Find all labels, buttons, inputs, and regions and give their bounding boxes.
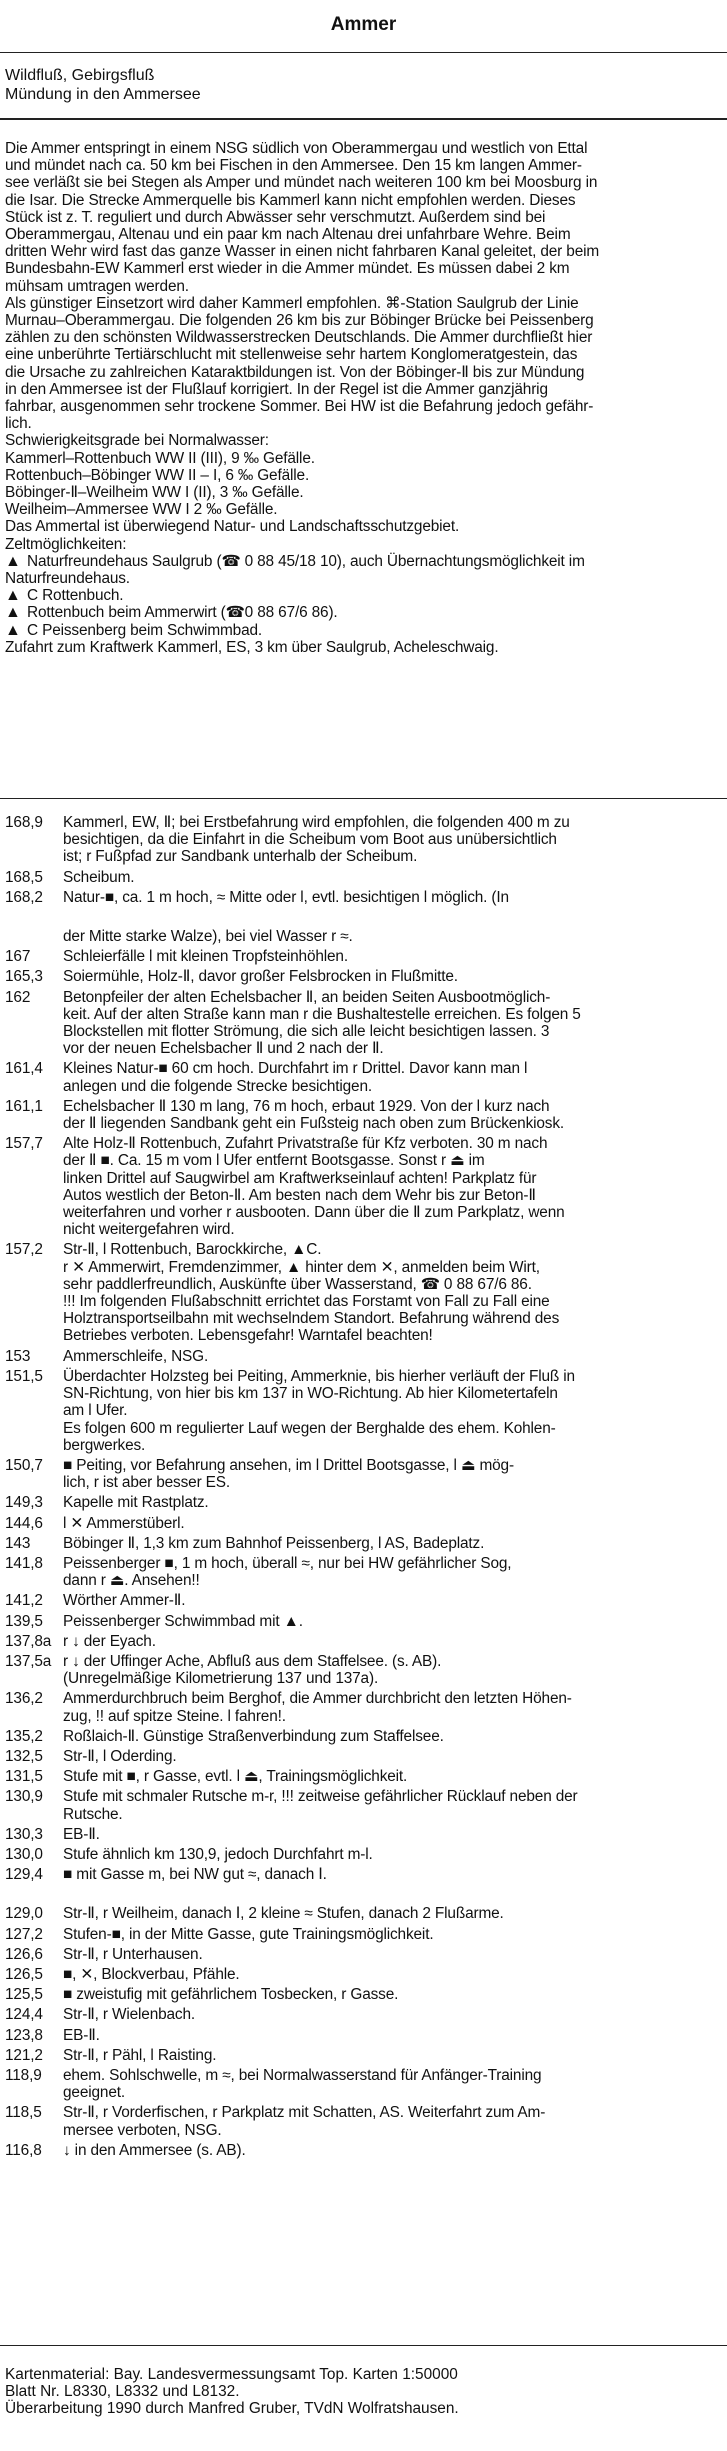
description-line: ■ Peiting, vor Befahrung ansehen, im l Drittel Bootsgasse, l ⏏ mög- <box>63 1456 514 1474</box>
km-description <box>63 2047 722 2064</box>
description-line: ■ mit Gasse m, bei NW gut ≈, danach Ⅰ. <box>63 1866 327 1884</box>
tent-icon: ▲ <box>5 587 21 605</box>
km-marker: 137,8a <box>5 1632 52 1650</box>
km-description <box>63 1348 722 1365</box>
description-line: Holztransportseilbahn mit wechselndem Standort. Befahrung während des <box>63 1310 560 1328</box>
km-entry <box>5 1788 722 1822</box>
description-line: EB-Ⅱ. <box>63 1825 100 1843</box>
description-line: mersee verboten, NSG. <box>63 2121 222 2139</box>
km-entry <box>5 1555 722 1589</box>
km-marker: 161,4 <box>5 1060 43 1078</box>
camping-item <box>5 604 720 621</box>
description-line: ■ zweistufig mit gefährlichem Tosbecken, r Gasse. <box>63 1986 399 2004</box>
description-line: ist; r Fußpfad zur Sandbank unterhalb der Scheibum. <box>63 848 418 866</box>
km-description <box>63 2142 722 2159</box>
km-entry <box>5 1866 722 1883</box>
description-line: Kammerl, EW, Ⅱ; bei Erstbefahrung wird empfohlen, die folgenden 400 m zu <box>63 814 570 831</box>
km-description <box>63 1788 722 1822</box>
km-entry <box>5 1457 722 1491</box>
difficulty-item: Böbinger-Ⅱ–Weilheim WW I (II), 3 ‰ Gefälle. <box>5 484 304 502</box>
km-marker: 118,9 <box>5 2067 42 2084</box>
description-line: Überdachter Holzsteg bei Peiting, Ammerknie, bis hierher verläuft der Fluß in <box>63 1367 575 1385</box>
description-line: r ↓ der Uffinger Ache, Abfluß aus dem Staffelsee. (s. AB). <box>63 1652 442 1670</box>
km-entry <box>5 1135 722 1238</box>
km-description <box>63 1905 722 1922</box>
description-line: ■, ✕, Blockverbau, Pfähle. <box>63 1965 240 1983</box>
km-entry <box>5 869 722 886</box>
km-entry <box>5 1946 722 1963</box>
km-marker: 153 <box>5 1347 31 1365</box>
km-entry <box>5 1633 722 1650</box>
text-line: die Ursache zu zahlreichen Kataraktbildungen ist. Von der Böbinger-Ⅱ bis zur Mündung <box>5 363 585 381</box>
tent-icon: ▲ <box>5 621 21 639</box>
description-line: Stufe mit ■, r Gasse, evtl. l ⏏, Trainingsmöglichkeit. <box>63 1768 408 1786</box>
description-line: Kleines Natur-■ 60 cm hoch. Durchfahrt im r Drittel. Davor kann man l <box>63 1060 528 1078</box>
camping-label: Zeltmöglichkeiten: <box>5 535 127 553</box>
camping-text: C Peissenberg beim Schwimmbad. <box>27 621 263 639</box>
section-divider <box>0 798 727 799</box>
difficulty-item: Rottenbuch–Böbinger WW II – I, 6 ‰ Gefälle. <box>5 466 310 484</box>
description-line: vor der neuen Echelsbacher Ⅱ und 2 nach der Ⅱ. <box>63 1040 384 1058</box>
access-note: Zufahrt zum Kraftwerk Kammerl, ES, 3 km über Saulgrub, Acheleschwaig. <box>5 638 499 656</box>
km-entry <box>5 1748 722 1765</box>
description-line: ehem. Sohlschwelle, m ≈, bei Normalwasserstand für Anfänger-Training <box>63 2067 542 2084</box>
km-marker: 161,1 <box>5 1097 43 1115</box>
km-marker: 126,5 <box>5 1965 43 1983</box>
description-line: Stufe mit schmaler Rutsche m-r, !!! zeitweise gefährlicher Rücklauf neben der <box>63 1788 578 1806</box>
description-line: Str-Ⅱ, r Wielenbach. <box>63 2006 196 2024</box>
km-marker: 143 <box>5 1534 31 1552</box>
description-line: Echelsbacher Ⅱ 130 m lang, 76 m hoch, erbaut 1929. Von der l kurz nach <box>63 1097 550 1115</box>
km-marker: 121,2 <box>5 2046 43 2064</box>
description-line: Str-Ⅱ, r Unterhausen. <box>63 1945 203 1963</box>
description-line: !!! Im folgenden Flußabschnitt errichtet das Forstamt von Fall zu Fall eine <box>63 1293 550 1311</box>
km-description <box>63 1555 722 1589</box>
km-entry <box>5 968 722 985</box>
camping-list <box>5 553 720 639</box>
text-line: und mündet nach ca. 50 km bei Fischen in den Ammersee. Den 15 km langen Ammer- <box>5 157 582 175</box>
km-description <box>63 869 722 886</box>
description-line: Betriebes verboten. Lebensgefahr! Warntafel beachten! <box>63 1327 433 1345</box>
description-line: am l Ufer. <box>63 1402 128 1420</box>
km-marker <box>5 928 63 945</box>
description-line: ↓ in den Ammersee (s. AB). <box>63 2141 246 2159</box>
km-description <box>63 1098 722 1132</box>
km-marker: 136,2 <box>5 1690 43 1708</box>
tent-icon: ▲ <box>5 552 21 570</box>
description-line: Str-Ⅱ, r Weilheim, danach Ⅰ, 2 kleine ≈ Stufen, danach 2 Flußarme. <box>63 1905 504 1923</box>
km-marker: 135,2 <box>5 1727 43 1745</box>
km-entry <box>5 1905 722 1922</box>
description-line: r ↓ der Eyach. <box>63 1632 156 1650</box>
km-description <box>63 1613 722 1630</box>
text-line: zählen zu den schönsten Wildwasserstrecken Deutschlands. Die Ammer durchfließt hier <box>5 329 593 347</box>
subtitle-divider <box>0 118 727 120</box>
km-description <box>63 1826 722 1843</box>
km-description <box>63 1494 722 1511</box>
intro-paragraph-1 <box>5 140 720 295</box>
description-line: Peissenberger ■, 1 m hoch, überall ≈, nur bei HW gefährlicher Sog, <box>63 1554 512 1572</box>
intro-paragraph-2 <box>5 295 720 433</box>
difficulty-item: Kammerl–Rottenbuch WW II (III), 9 ‰ Gefälle. <box>5 449 315 467</box>
km-marker: 129,4 <box>5 1866 43 1884</box>
km-entry <box>5 1690 722 1724</box>
river-type: Wildfluß, Gebirgsfluß <box>5 67 155 84</box>
description-line: Blockstellen mit flotter Strömung, die sich alle leicht besichtigen lassen. 3 <box>63 1023 550 1041</box>
km-entry <box>5 1494 722 1511</box>
km-description <box>63 1866 722 1883</box>
km-marker: 116,8 <box>5 2141 42 2159</box>
km-description <box>63 1535 722 1552</box>
km-marker: 129,0 <box>5 1905 43 1923</box>
km-marker: 124,4 <box>5 2006 43 2024</box>
km-entry <box>5 1241 722 1344</box>
km-description <box>63 948 722 965</box>
km-description <box>63 1515 722 1532</box>
km-entry <box>5 989 722 1058</box>
description-line: (Unregelmäßige Kilometrierung 137 und 137a). <box>63 1670 379 1688</box>
km-marker: 141,2 <box>5 1592 43 1610</box>
difficulty-label: Schwierigkeitsgrade bei Normalwasser: <box>5 432 269 450</box>
description-line: EB-Ⅱ. <box>63 2026 100 2044</box>
description-line: r ✕ Ammerwirt, Fremdenzimmer, ▲ hinter dem ✕, anmelden beim Wirt, <box>63 1258 540 1276</box>
text-line: dritten Wehr wird fast das ganze Wasser in einen nicht fahrbaren Kanal geleitet, der beim <box>5 243 600 261</box>
description-line: SN-Richtung, von hier bis km 137 in WO-Richtung. Ab hier Kilometertafeln <box>63 1385 558 1403</box>
km-marker: 141,8 <box>5 1554 43 1572</box>
km-entry <box>5 2027 722 2044</box>
km-description <box>63 1060 722 1094</box>
header-divider <box>0 52 727 53</box>
revision-note: Überarbeitung 1990 durch Manfred Gruber, TVdN Wolfratshausen. <box>5 2400 459 2418</box>
km-entry <box>5 2006 722 2023</box>
km-marker: 157,2 <box>5 1241 43 1259</box>
text-line: eine unberührte Tertiärschlucht mit stellenweise sehr hartem Konglomeratgestein, das <box>5 346 578 364</box>
description-line: Schleierfälle l mit kleinen Tropfsteinhöhlen. <box>63 948 348 966</box>
river-mouth: Mündung in den Ammersee <box>5 86 201 103</box>
km-entry <box>5 1613 722 1630</box>
description-line: Rutsche. <box>63 1805 123 1823</box>
km-entry <box>5 814 722 866</box>
km-log <box>5 814 722 2162</box>
km-entry <box>5 1926 722 1943</box>
km-marker: 144,6 <box>5 1514 43 1532</box>
text-line: Bundesbahn-EW Kammerl erst wieder in die Ammer mündet. Es müssen dabei 2 km <box>5 260 570 278</box>
km-entry <box>5 1728 722 1745</box>
description-line: nicht weitergefahren wird. <box>63 1221 235 1239</box>
description-line: Stufen-■, in der Mitte Gasse, gute Trainingsmöglichkeit. <box>63 1925 434 1943</box>
km-entry <box>5 1368 722 1454</box>
text-line: fahrbar, ausgenommen sehr trockene Sommer. Bei HW ist die Befahrung jedoch gefähr- <box>5 398 594 416</box>
km-marker: 130,3 <box>5 1825 43 1843</box>
km-entry <box>5 1966 722 1983</box>
km-marker: 157,7 <box>5 1135 43 1153</box>
description-line: Roßlaich-Ⅱ. Günstige Straßenverbindung zum Staffelsee. <box>63 1727 444 1745</box>
description-line: Stufe ähnlich km 130,9, jedoch Durchfahrt m-l. <box>63 1845 373 1863</box>
description-line: der Mitte starke Walze), bei viel Wasser r ≈. <box>63 928 353 946</box>
km-marker: 167 <box>5 948 31 966</box>
km-marker: 150,7 <box>5 1456 43 1474</box>
km-description <box>63 1946 722 1963</box>
km-description <box>63 928 722 945</box>
description-line: Ammerschleife, NSG. <box>63 1347 209 1365</box>
km-entry <box>5 948 722 965</box>
km-entry <box>5 928 722 945</box>
km-entry <box>5 2047 722 2064</box>
km-entry <box>5 2142 722 2159</box>
km-description <box>63 1768 722 1785</box>
description-line: bergwerkes. <box>63 1436 146 1454</box>
text-line: in den Ammersee ist der Flußlauf korrigiert. In der Regel ist die Ammer ganzjährig <box>5 380 548 398</box>
description-line: Scheibum. <box>63 868 135 886</box>
km-marker: 130,9 <box>5 1788 43 1806</box>
description-line: Soiermühle, Holz-Ⅱ, davor großer Felsbrocken in Flußmitte. <box>63 968 458 986</box>
text-line: mühsam umtragen werden. <box>5 277 189 295</box>
km-entry <box>5 889 722 906</box>
description-line: zug, !! auf spitze Steine. l fahren!. <box>63 1707 286 1725</box>
km-description <box>63 1728 722 1745</box>
km-description <box>63 1653 722 1687</box>
description-line: Alte Holz-Ⅱ Rottenbuch, Zufahrt Privatstraße für Kfz verboten. 30 m nach <box>63 1135 548 1153</box>
km-description <box>63 2104 722 2138</box>
km-entry <box>5 1653 722 1687</box>
description-line: sehr paddlerfreundlich, Auskünfte über Wasserstand, ☎ 0 88 67/6 86. <box>63 1275 532 1293</box>
camping-text: Naturfreundehaus Saulgrub (☎ 0 88 45/18 10), auch Übernachtungsmöglichkeit im <box>27 552 585 570</box>
km-marker: 131,5 <box>5 1768 43 1786</box>
text-line: Die Ammer entspringt in einem NSG südlich von Oberammergau und westlich von Ettal <box>5 140 588 157</box>
difficulty-list <box>5 450 720 519</box>
km-entry <box>5 1768 722 1785</box>
km-marker: 125,5 <box>5 1986 43 2004</box>
description-line: dann r ⏏. Ansehen!! <box>63 1572 200 1590</box>
camping-text: C Rottenbuch. <box>27 587 124 605</box>
description-line: l ✕ Ammerstüberl. <box>63 1514 185 1532</box>
km-marker: 130,0 <box>5 1845 43 1863</box>
intro-section <box>5 140 720 656</box>
km-marker: 126,6 <box>5 1945 43 1963</box>
description-line: der Ⅱ ■. Ca. 15 m vom l Ufer entfernt Bootsgasse. Sonst r ⏏ im <box>63 1152 485 1170</box>
description-line: lich, r ist aber besser ES. <box>63 1474 231 1492</box>
km-description <box>63 1592 722 1609</box>
footer <box>5 2366 459 2418</box>
km-entry <box>5 1986 722 2003</box>
km-marker: 118,5 <box>5 2104 42 2122</box>
text-line: die Isar. Die Strecke Ammerquelle bis Kammerl kann nicht empfohlen werden. Dieses <box>5 191 576 209</box>
map-source: Kartenmaterial: Bay. Landesvermessungsamt Top. Karten 1:50000 <box>5 2366 458 2383</box>
km-entry <box>5 2067 722 2101</box>
km-description <box>63 1966 722 1983</box>
page-title: Ammer <box>330 14 397 35</box>
river-classification <box>5 66 201 104</box>
description-line: Kapelle mit Rastplatz. <box>63 1494 209 1512</box>
km-marker: 168,9 <box>5 814 43 831</box>
description-line: Str-Ⅱ, r Vorderfischen, r Parkplatz mit Schatten, AS. Weiterfahrt zum Am- <box>63 2104 546 2122</box>
km-description <box>63 1457 722 1491</box>
km-entry <box>5 1098 722 1132</box>
footer-divider <box>0 2345 727 2346</box>
km-description <box>63 814 722 866</box>
km-entry <box>5 1826 722 1843</box>
km-marker: 123,8 <box>5 2026 43 2044</box>
description-line: Ammerdurchbruch beim Berghof, die Ammer durchbricht den letzten Höhen- <box>63 1690 572 1708</box>
description-line: anlegen und die folgende Strecke besichtigen. <box>63 1077 372 1095</box>
km-entry <box>5 1060 722 1094</box>
km-description <box>63 2067 722 2101</box>
km-entry <box>5 1535 722 1552</box>
km-description <box>63 889 722 906</box>
description-line: keit. Auf der alten Straße kann man r die Bushaltestelle erreichen. Es folgen 5 <box>63 1005 581 1023</box>
camping-item-continued: Naturfreundehaus. <box>5 570 130 588</box>
description-line: Wörther Ammer-Ⅱ. <box>63 1592 186 1610</box>
text-line: see verläßt sie bei Stegen als Amper und mündet nach weiteren 100 km bei Moosburg in <box>5 174 598 192</box>
description-line: Betonpfeiler der alten Echelsbacher Ⅱ, an beiden Seiten Ausbootmöglich- <box>63 988 551 1006</box>
description-line: besichtigen, da die Einfahrt in die Scheibum vom Boot aus unübersichtlich <box>63 831 557 849</box>
km-marker: 162 <box>5 988 31 1006</box>
km-marker: 149,3 <box>5 1494 43 1512</box>
km-marker: 168,2 <box>5 888 43 906</box>
km-entry <box>5 1592 722 1609</box>
km-description <box>63 989 722 1058</box>
camping-item <box>5 553 720 570</box>
km-description <box>63 1368 722 1454</box>
description-line: Böbinger Ⅱ, 1,3 km zum Bahnhof Peissenberg, l AS, Badeplatz. <box>63 1534 485 1552</box>
text-line: Stück ist z. T. reguliert und durch Abwässer sehr verschmutzt. Außerdem sind bei <box>5 208 546 226</box>
km-description <box>63 1748 722 1765</box>
km-description <box>63 2027 722 2044</box>
description-line: weiterfahren und vorher r ausbooten. Dann über die Ⅱ zum Parkplatz, wenn <box>63 1204 565 1222</box>
description-line: Str-Ⅱ, r Pähl, l Raisting. <box>63 2046 217 2064</box>
km-entry <box>5 1846 722 1863</box>
camping-item <box>5 587 720 604</box>
km-marker: 168,5 <box>5 868 43 886</box>
text-line: lich. <box>5 415 32 433</box>
km-entry <box>5 1515 722 1532</box>
km-marker: 165,3 <box>5 968 43 986</box>
km-marker: 137,5a <box>5 1652 52 1670</box>
km-marker: 132,5 <box>5 1747 43 1765</box>
description-line: Str-Ⅱ, l Rottenbuch, Barockkirche, ▲C. <box>63 1241 322 1259</box>
km-marker: 139,5 <box>5 1612 43 1630</box>
text-line: Oberammergau, Altenau und ein paar km nach Altenau drei unfahrbare Wehre. Beim <box>5 226 571 244</box>
description-line: geeignet. <box>63 2084 125 2102</box>
description-line: Autos westlich der Beton-Ⅱ. Am besten nach dem Wehr bis zur Beton-Ⅱ <box>63 1186 536 1204</box>
km-description <box>63 1846 722 1863</box>
text-line: Als günstiger Einsetzort wird daher Kammerl empfohlen. ⌘-Station Saulgrub der Linie <box>5 294 579 312</box>
description-line: Str-Ⅱ, l Oderding. <box>63 1747 177 1765</box>
tent-icon: ▲ <box>5 604 21 622</box>
difficulty-item: Weilheim–Ammersee WW I 2 ‰ Gefälle. <box>5 501 278 519</box>
km-description <box>63 1690 722 1724</box>
description-line: linken Drittel auf Saugwirbel am Kraftwerkseinlauf achten! Parkplatz für <box>63 1169 537 1187</box>
km-description <box>63 1986 722 2003</box>
km-description <box>63 1135 722 1238</box>
km-marker: 151,5 <box>5 1367 43 1385</box>
km-description <box>63 1633 722 1650</box>
text-line: Murnau–Oberammergau. Die folgenden 26 km bis zur Böbinger Brücke bei Peissenberg <box>5 312 594 330</box>
km-description <box>63 2006 722 2023</box>
km-entry <box>5 1348 722 1365</box>
km-entry <box>5 2104 722 2138</box>
map-sheets: Blatt Nr. L8330, L8332 und L8132. <box>5 2383 240 2401</box>
camping-text: Rottenbuch beim Ammerwirt (☎0 88 67/6 86). <box>27 604 338 622</box>
description-line: Natur-■, ca. 1 m hoch, ≈ Mitte oder l, evtl. besichtigen l möglich. (In <box>63 888 509 906</box>
description-line: Peissenberger Schwimmbad mit ▲. <box>63 1612 303 1630</box>
protection-note: Das Ammertal ist überwiegend Natur- und Landschaftsschutzgebiet. <box>5 518 460 536</box>
km-marker: 127,2 <box>5 1925 43 1943</box>
km-description <box>63 1241 722 1344</box>
km-description <box>63 1926 722 1943</box>
description-line: Es folgen 600 m regulierter Lauf wegen der Berghalde des ehem. Kohlen- <box>63 1419 556 1437</box>
camping-item <box>5 622 720 639</box>
description-line: der Ⅱ liegenden Sandbank geht ein Fußsteig nach oben zum Brückenkiosk. <box>63 1115 565 1133</box>
km-description <box>63 968 722 985</box>
